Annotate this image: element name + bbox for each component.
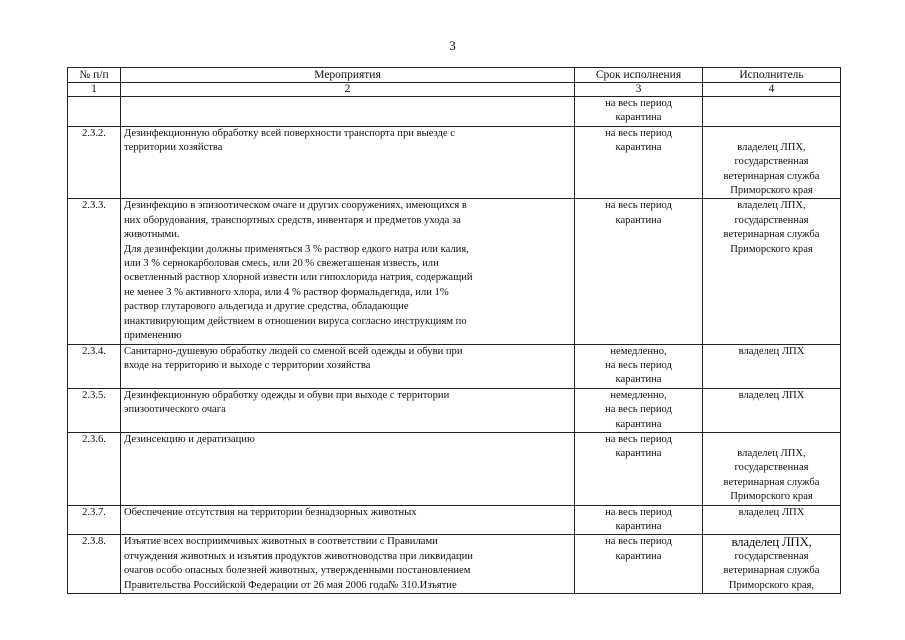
row-number: 2.3.7.	[68, 505, 121, 535]
row-number: 2.3.2.	[68, 126, 121, 199]
deadline-text	[575, 388, 703, 432]
measure-text-line: применению	[124, 330, 182, 342]
executor-text-line: государственная	[734, 550, 809, 562]
measure-text-line: отчуждения животных и изъятия продуктов животноводства при ликвидации	[124, 550, 473, 562]
measure-text-line: Правительства Российской Федерации от 26 мая 2006 года№ 310.Изъятие	[124, 579, 457, 591]
deadline-text-line: карантина	[615, 520, 662, 532]
deadline-text-line: на весь период	[605, 433, 672, 445]
executor-text-line: владелец ЛПХ	[738, 389, 805, 401]
table-row	[68, 344, 841, 388]
executor-text-line: Приморского края	[730, 185, 813, 197]
row-number: 2.3.6.	[68, 432, 121, 505]
measure-text-line: Дезинсекцию и дератизацию	[124, 433, 255, 445]
executor-text-line: Приморского края,	[728, 579, 815, 591]
measure-text-line: раствор глутарового альдегида и другие средства, обладающие	[124, 301, 409, 313]
executor-text-line: Приморского края	[730, 243, 813, 255]
deadline-text-line: на весь период	[605, 404, 672, 416]
executor-text-line: Приморского края	[730, 491, 813, 503]
deadline-text-line: на весь период	[605, 98, 672, 109]
measure-text-line: Изъятие всех восприимчивых животных в соответствии с Правилами	[124, 536, 438, 548]
row-number: 2.3.8.	[68, 535, 121, 594]
column-index-1: 1	[68, 83, 121, 97]
measure-text-line: или 3 % сернокарболовая смесь, или 20 % свежегашеная известь, или	[124, 258, 439, 270]
executor-text	[703, 199, 841, 344]
table-row	[68, 505, 841, 535]
executor-text-line: владелец ЛПХ,	[737, 200, 806, 212]
deadline-text	[575, 535, 703, 594]
row-number	[68, 97, 121, 127]
deadline-text-line: на весь период	[605, 536, 672, 548]
measure-text-line: входе на территорию и выходе с территории хозяйства	[124, 359, 371, 371]
executor-text-line: владелец ЛПХ	[738, 506, 805, 518]
row-number: 2.3.4.	[68, 344, 121, 388]
deadline-text-line: карантина	[615, 448, 662, 460]
executor-text-line: владелец ЛПХ,	[737, 141, 806, 153]
header-measures: Мероприятия	[121, 68, 575, 83]
deadline-text	[575, 505, 703, 535]
table-row	[68, 388, 841, 432]
deadline-text-line: немедленно,	[610, 345, 667, 357]
column-index-3: 3	[575, 83, 703, 97]
measures-table	[67, 67, 841, 594]
deadline-text-line: на весь период	[605, 200, 672, 212]
header-executor: Исполнитель	[703, 68, 841, 83]
deadline-text-line: карантина	[615, 142, 662, 154]
measure-text-line: Для дезинфекции должны применяться 3 % раствор едкого натра или калия,	[124, 243, 469, 255]
measure-text	[121, 126, 575, 199]
executor-text	[703, 126, 841, 199]
executor-text	[703, 432, 841, 505]
measure-text	[121, 505, 575, 535]
deadline-text	[575, 432, 703, 505]
executor-text	[703, 388, 841, 432]
executor-text-line: владелец ЛПХ	[738, 345, 805, 357]
measure-text-line: территории хозяйства	[124, 142, 223, 154]
measure-text-line: Обеспечение отсутствия на территории безнадзорных животных	[124, 506, 417, 518]
deadline-text-line: карантина	[615, 550, 662, 562]
column-index-4: 4	[703, 83, 841, 97]
executor-text-line: ветеринарная служба	[723, 170, 820, 182]
executor-text	[703, 505, 841, 535]
measure-text	[121, 535, 575, 594]
table-row	[68, 126, 841, 199]
executor-text	[703, 97, 841, 127]
measure-text-line: Дезинфекцию в эпизоотическом очаге и других сооружениях, имеющихся в	[124, 200, 467, 212]
header-deadline: Срок исполнения	[575, 68, 703, 83]
table-header-row	[68, 68, 841, 83]
deadline-text	[575, 344, 703, 388]
executor-text-line: государственная	[734, 214, 809, 226]
table-body	[68, 83, 841, 594]
executor-text-line: государственная	[734, 462, 809, 474]
measure-text-line: них оборудования, транспортных средств, инвентаря и предметов ухода за	[124, 214, 461, 226]
deadline-text	[575, 126, 703, 199]
deadline-text	[575, 199, 703, 344]
measure-text-line: не менее 3 % активного хлора, или 4 % раствор формальдегида, или 1%	[124, 286, 449, 298]
measure-text-line: инактивирующим действием в отношении вируса согласно инструкциям по	[124, 315, 467, 327]
column-index-2: 2	[121, 83, 575, 97]
executor-text-line: государственная	[734, 156, 809, 168]
measure-text	[121, 199, 575, 344]
header-number: № п/п	[68, 68, 121, 83]
deadline-text-line: карантина	[615, 418, 662, 430]
deadline-text-line: карантина	[615, 214, 662, 226]
executor-text-line: ветеринарная служба	[723, 476, 820, 488]
table-row	[68, 432, 841, 505]
table-row	[68, 199, 841, 344]
measure-text	[121, 97, 575, 127]
deadline-text-line: карантина	[615, 112, 662, 124]
measure-text-line: Санитарно-душевую обработку людей со сменой всей одежды и обуви при	[124, 345, 463, 357]
deadline-text-line: на весь период	[605, 506, 672, 518]
page-number: 3	[449, 38, 456, 53]
column-index-row	[68, 83, 841, 97]
deadline-text-line: карантина	[615, 374, 662, 386]
table-row	[68, 535, 841, 594]
executor-text-line: ветеринарная служба	[723, 565, 820, 577]
measure-text-line: животными.	[124, 229, 180, 241]
executor-text-line: ветеринарная служба	[723, 229, 820, 241]
row-number: 2.3.3.	[68, 199, 121, 344]
measure-text-line: Дезинфекционную обработку всей поверхности транспорта при выезде с	[124, 127, 455, 139]
measure-text-line: эпизоотического очага	[124, 404, 226, 416]
table-row	[68, 97, 841, 127]
executor-text-line: владелец ЛПХ,	[731, 534, 812, 550]
executor-text	[703, 344, 841, 388]
deadline-text-line: на весь период	[605, 359, 672, 371]
deadline-text	[575, 97, 703, 127]
row-number: 2.3.5.	[68, 388, 121, 432]
executor-text	[703, 535, 841, 594]
measure-text-line: очагов особо опасных болезней животных, утвержденными постановлением	[124, 565, 471, 577]
measure-text-line: Дезинфекционную обработку одежды и обуви при выходе с территории	[124, 389, 450, 401]
executor-text-line: владелец ЛПХ,	[737, 447, 806, 459]
measure-text	[121, 432, 575, 505]
deadline-text-line: немедленно,	[610, 389, 667, 401]
measure-text-line: осветленный раствор хлорной извести или гипохлорида натрия, содержащий	[124, 272, 473, 284]
measure-text	[121, 388, 575, 432]
deadline-text-line: на весь период	[605, 127, 672, 139]
measure-text	[121, 344, 575, 388]
